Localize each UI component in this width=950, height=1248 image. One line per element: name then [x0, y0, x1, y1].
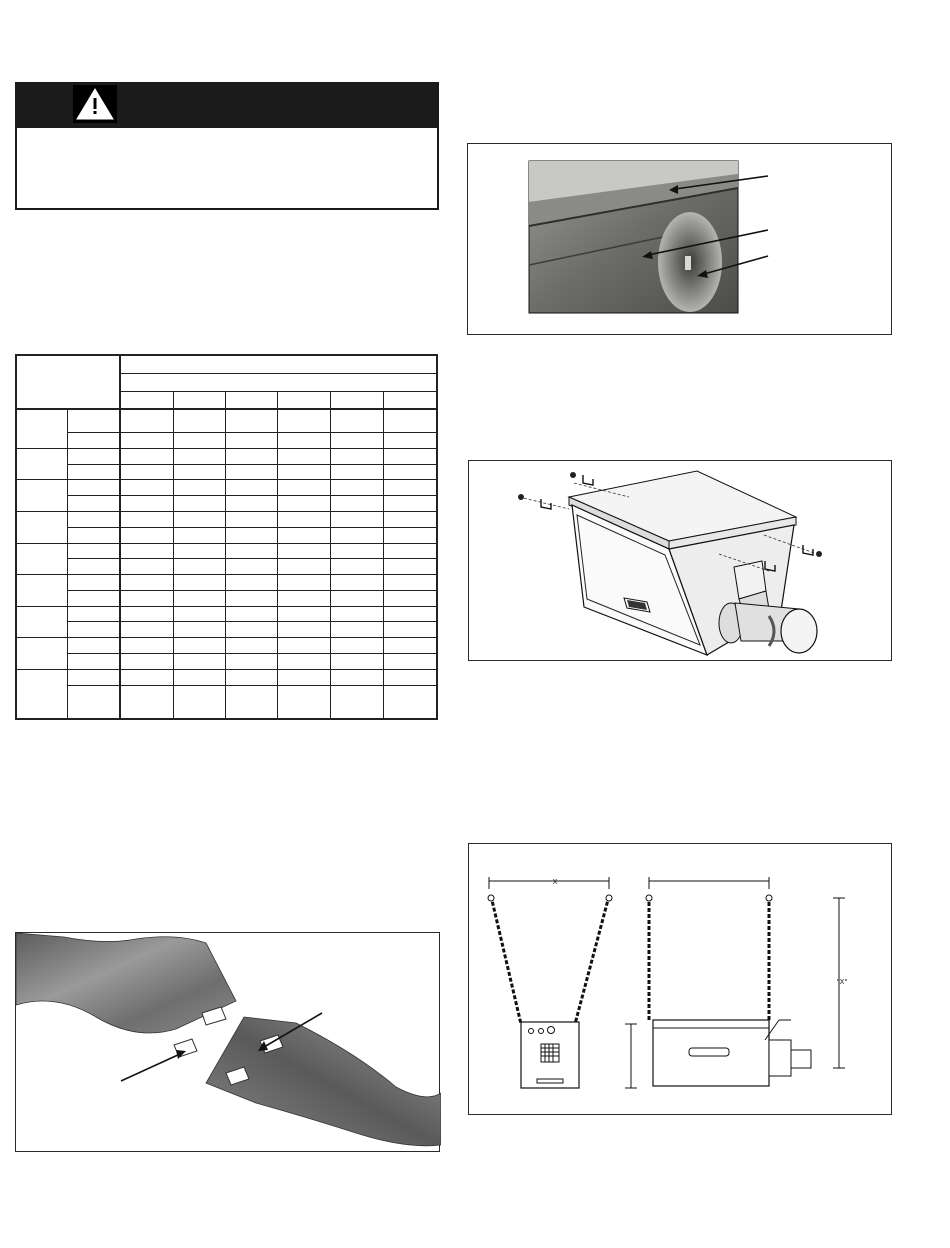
- table-cell: [67, 448, 120, 464]
- table-cell: [120, 448, 173, 464]
- table-cell: [278, 685, 331, 719]
- table-cell: [173, 448, 225, 464]
- table-cell: [278, 575, 331, 591]
- table-cell: [173, 464, 225, 480]
- table-row-group-label: [16, 543, 67, 575]
- table-row-group-label: [16, 575, 67, 607]
- table-cell: [67, 433, 120, 449]
- heater-exploded-diagram: [469, 461, 893, 662]
- table-row-group-label: [16, 669, 67, 719]
- table-cell: [278, 480, 331, 496]
- table-cell: [67, 622, 120, 638]
- table-cell: [278, 511, 331, 527]
- table-cell: [225, 622, 277, 638]
- table-cell: [225, 606, 277, 622]
- table-cell: [173, 638, 225, 654]
- warning-box: [15, 82, 439, 210]
- table-row-group-label: [16, 606, 67, 638]
- table-cell: [278, 527, 331, 543]
- table-cell: [225, 511, 277, 527]
- table-cell: [67, 653, 120, 669]
- table-cell: [67, 496, 120, 512]
- table-row-group-label: [16, 511, 67, 543]
- table-cell: [384, 464, 437, 480]
- table-col-header: [278, 391, 331, 409]
- table-cell: [278, 606, 331, 622]
- table-cell: [173, 480, 225, 496]
- table-cell: [120, 527, 173, 543]
- table-col-header: [120, 391, 173, 409]
- table-cell: [120, 543, 173, 559]
- table-cell: [331, 480, 384, 496]
- table-cell: [225, 448, 277, 464]
- table-cell: [67, 638, 120, 654]
- table-cell: [384, 496, 437, 512]
- table-header-group-2: [120, 373, 437, 391]
- table-cell: [67, 575, 120, 591]
- table-cell: [331, 575, 384, 591]
- chain-suspension-diagram: [469, 844, 893, 1116]
- table-cell: [120, 590, 173, 606]
- table-cell: [120, 638, 173, 654]
- table-cell: [278, 638, 331, 654]
- spec-table: [15, 354, 438, 720]
- table-row-group-label: [16, 638, 67, 670]
- table-cell: [278, 543, 331, 559]
- table-cell: [173, 590, 225, 606]
- table-cell: [67, 527, 120, 543]
- table-cell: [173, 669, 225, 685]
- table-cell: [278, 448, 331, 464]
- table-cell: [67, 559, 120, 575]
- table-cell: [384, 669, 437, 685]
- left-chain-b: [575, 896, 609, 1024]
- table-cell: [384, 559, 437, 575]
- spec-table-grid: [15, 354, 438, 720]
- warning-icon-container: [73, 85, 117, 123]
- table-cell: [120, 464, 173, 480]
- figure-chain-suspension: [468, 843, 892, 1115]
- warning-triangle-icon: [73, 85, 117, 123]
- table-cell: [67, 685, 120, 719]
- table-cell: [173, 433, 225, 449]
- table-cell: [278, 669, 331, 685]
- table-cell: [331, 622, 384, 638]
- table-cell: [120, 480, 173, 496]
- table-cell: [173, 409, 225, 433]
- table-cell: [225, 433, 277, 449]
- table-cell: [384, 448, 437, 464]
- table-cell: [67, 606, 120, 622]
- table-cell: [225, 480, 277, 496]
- table-header-group-1: [120, 355, 437, 373]
- table-cell: [173, 606, 225, 622]
- table-cell: [331, 496, 384, 512]
- table-cell: [120, 685, 173, 719]
- dim-label-vertical: "X": [836, 978, 848, 986]
- table-cell: [173, 543, 225, 559]
- table-cell: [384, 480, 437, 496]
- table-cell: [331, 559, 384, 575]
- table-cell: [120, 575, 173, 591]
- table-cell: [173, 559, 225, 575]
- table-cell: [120, 653, 173, 669]
- table-cell: [384, 622, 437, 638]
- table-cell: [384, 575, 437, 591]
- table-cell: [173, 496, 225, 512]
- table-cell: [331, 685, 384, 719]
- figure-mounting-brackets: [15, 932, 440, 1152]
- table-cell: [278, 559, 331, 575]
- table-cell: [331, 409, 384, 433]
- table-cell: [120, 559, 173, 575]
- table-cell: [67, 464, 120, 480]
- warning-header: [17, 84, 437, 128]
- table-cell: [278, 409, 331, 433]
- table-row-group-label: [16, 480, 67, 512]
- table-cell: [384, 433, 437, 449]
- table-cell: [120, 669, 173, 685]
- table-cell: [278, 433, 331, 449]
- table-cell: [225, 653, 277, 669]
- table-cell: [67, 409, 120, 433]
- table-cell: [120, 409, 173, 433]
- table-cell: [331, 527, 384, 543]
- table-corner-header: [16, 355, 120, 409]
- left-bracket: [16, 933, 236, 1033]
- table-cell: [67, 590, 120, 606]
- table-cell: [278, 590, 331, 606]
- table-cell: [120, 433, 173, 449]
- table-cell: [331, 464, 384, 480]
- table-cell: [331, 669, 384, 685]
- table-cell: [67, 511, 120, 527]
- table-cell: [384, 527, 437, 543]
- table-cell: [173, 622, 225, 638]
- table-col-header: [225, 391, 277, 409]
- table-cell: [173, 511, 225, 527]
- table-cell: [225, 638, 277, 654]
- table-cell: [67, 543, 120, 559]
- table-cell: [120, 622, 173, 638]
- table-cell: [331, 606, 384, 622]
- table-cell: [173, 653, 225, 669]
- table-cell: [278, 496, 331, 512]
- mounting-brackets-illustration: [16, 933, 441, 1153]
- table-cell: [331, 433, 384, 449]
- table-cell: [331, 543, 384, 559]
- table-cell: [331, 653, 384, 669]
- table-col-header: [173, 391, 225, 409]
- callout-arrow: [121, 1054, 180, 1081]
- table-cell: [225, 685, 277, 719]
- table-cell: [384, 511, 437, 527]
- table-cell: [384, 638, 437, 654]
- table-cell: [225, 590, 277, 606]
- table-cell: [173, 527, 225, 543]
- table-cell: [67, 480, 120, 496]
- table-cell: [173, 685, 225, 719]
- table-cell: [331, 448, 384, 464]
- table-cell: [225, 464, 277, 480]
- table-cell: [384, 543, 437, 559]
- table-cell: [384, 590, 437, 606]
- table-cell: [331, 511, 384, 527]
- flue-photo-illustration: [468, 144, 893, 336]
- table-cell: [120, 606, 173, 622]
- table-cell: [278, 622, 331, 638]
- figure-heater-mounting: [468, 460, 892, 661]
- table-cell: [120, 496, 173, 512]
- figure-flue-photo: [467, 143, 892, 335]
- table-cell: [225, 409, 277, 433]
- table-cell: [67, 669, 120, 685]
- dim-label-left: X: [552, 878, 558, 886]
- table-cell: [225, 496, 277, 512]
- table-cell: [278, 464, 331, 480]
- table-row-group-label: [16, 448, 67, 480]
- table-cell: [173, 575, 225, 591]
- table-cell: [225, 543, 277, 559]
- table-cell: [225, 559, 277, 575]
- table-cell: [331, 590, 384, 606]
- table-cell: [384, 653, 437, 669]
- table-cell: [384, 685, 437, 719]
- table-col-header: [384, 391, 437, 409]
- left-chain-a: [491, 896, 521, 1024]
- table-row-group-label: [16, 409, 67, 448]
- table-cell: [278, 653, 331, 669]
- table-cell: [225, 527, 277, 543]
- table-cell: [225, 669, 277, 685]
- table-cell: [120, 511, 173, 527]
- table-col-header: [331, 391, 384, 409]
- table-cell: [384, 606, 437, 622]
- table-cell: [225, 575, 277, 591]
- table-cell: [331, 638, 384, 654]
- table-cell: [384, 409, 437, 433]
